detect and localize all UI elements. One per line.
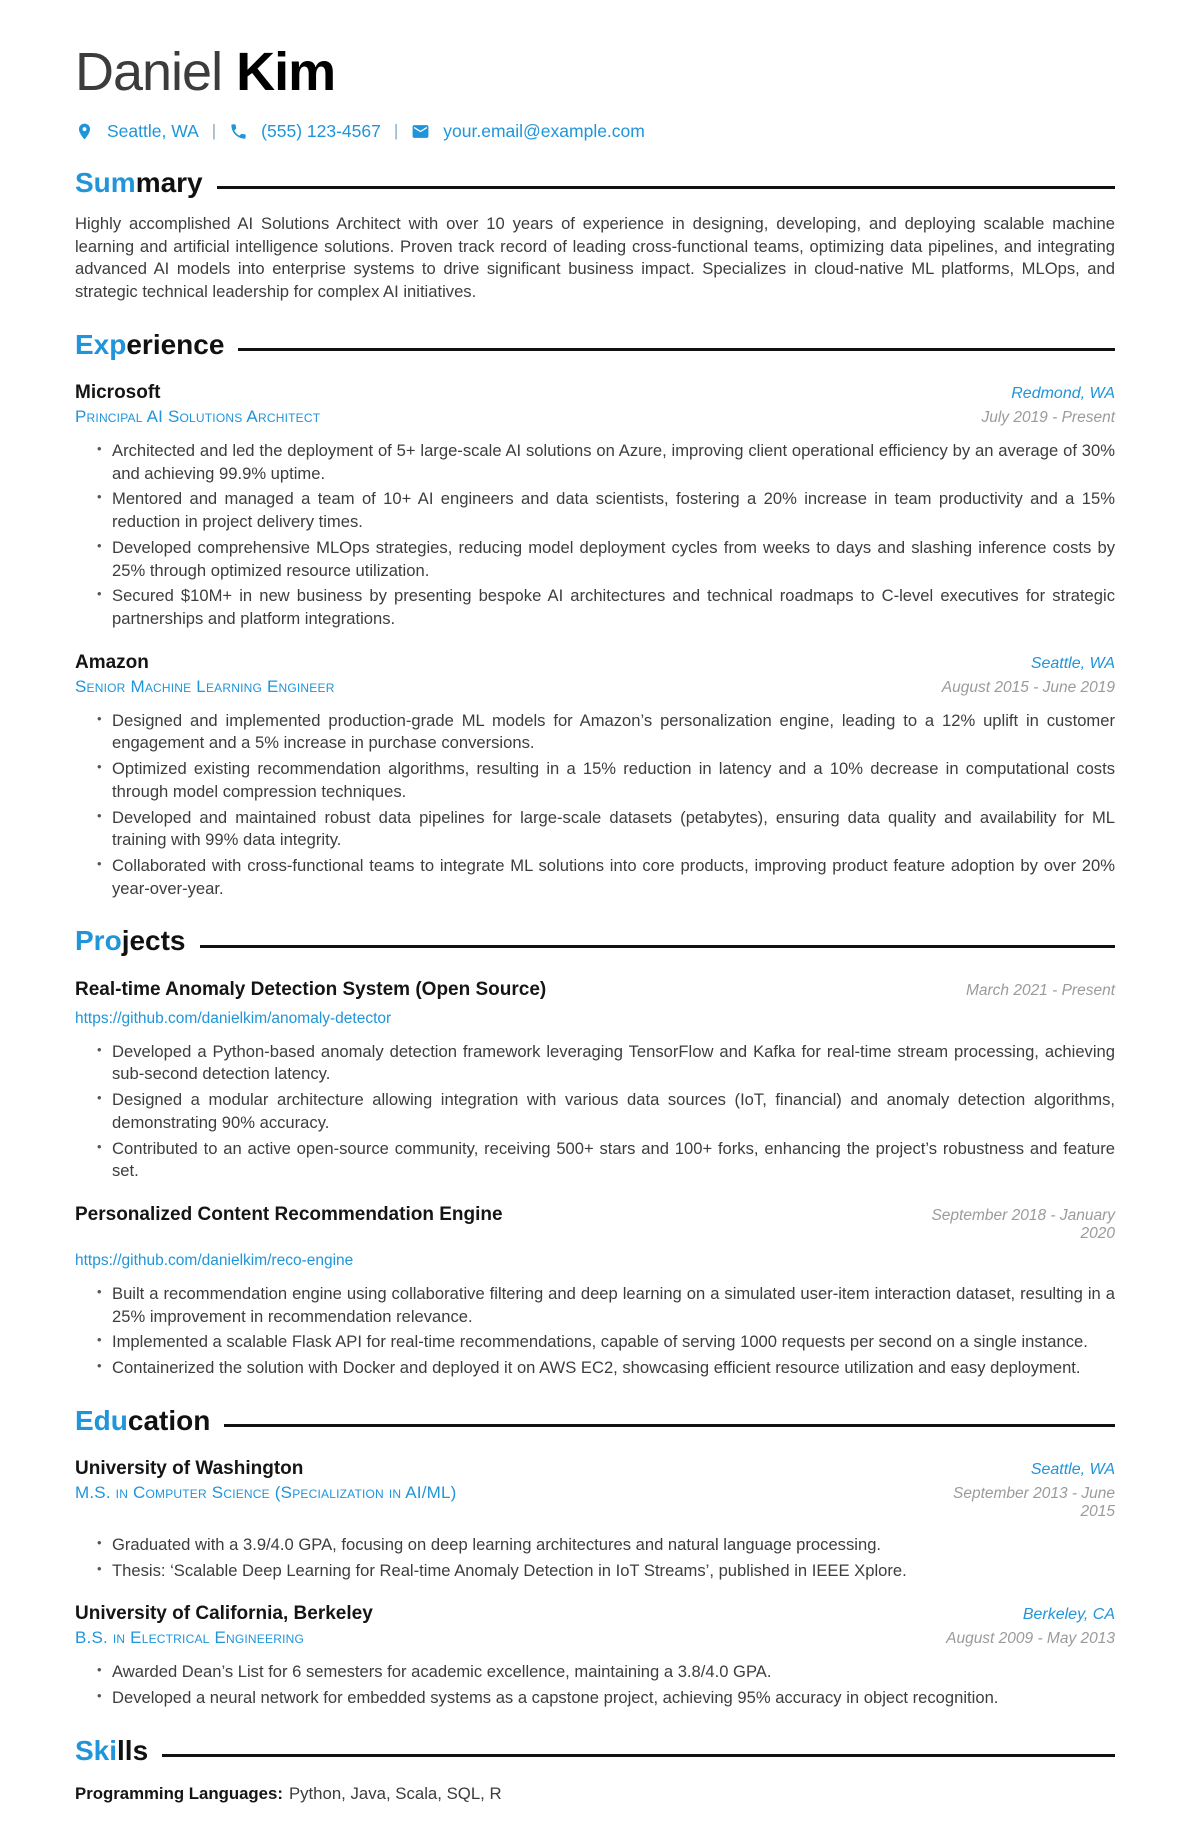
email-icon [411,122,430,141]
heading-accent: Ski [75,1734,118,1766]
heading-accent: Exp [75,328,127,360]
project-url-link[interactable]: https://github.com/danielkim/anomaly-detector [75,1009,392,1027]
contact-separator: | [393,121,399,141]
heading-accent: Pro [75,925,122,957]
bullet-item: • Designed a modular architecture allowing integration with various data sources (IoT, financial) and anomaly detection algorithms, demonstrating 90% accuracy. [112,1089,1115,1134]
contact-separator: | [211,121,217,141]
skill-item [75,1784,1115,1804]
project-dates: March 2021 - Present [965,981,1115,999]
skills-list [75,1784,1115,1804]
job-dates: July 2019 - Present [981,408,1115,426]
education-heading [75,1405,1115,1437]
education-list [75,1458,1115,1710]
experience-entry [75,382,1115,631]
section-experience [75,329,1115,901]
bullet-item: • Graduated with a 3.9/4.0 GPA, focusing on deep learning architectures and natural language processing. [112,1534,1115,1557]
bullet-list [75,1534,1115,1582]
company-location: Redmond, WA [1011,384,1115,402]
bullet-item: • Optimized existing recommendation algorithms, resulting in a 15% reduction in latency and a 10% decrease in computational costs through model compression techniques. [112,758,1115,803]
skills-heading [75,1735,1115,1767]
heading-rule [217,186,1115,189]
job-title: M.S. in Computer Science (Specialization in AI/ML) [75,1483,457,1502]
company-location: Seattle, WA [1030,1461,1115,1478]
contact-email-link[interactable]: your.email@example.com [443,120,645,141]
job-dates: August 2015 - June 2019 [941,678,1115,696]
job-title: Principal AI Solutions Architect [75,406,321,426]
company-name: Amazon [75,651,149,673]
last-name: Kim [236,42,336,102]
bullet-item: • Developed comprehensive MLOps strategies, reducing model deployment cycles from weeks to days and slashing inference costs by 25% through optimized resource utilization. [112,537,1115,582]
heading-rule [200,945,1115,948]
location-pin-icon [75,122,94,141]
bullet-item: • Containerized the solution with Docker and deployed it on AWS EC2, showcasing efficient resource utilization and easy deployment. [112,1357,1115,1380]
company-name: University of California, Berkeley [75,1603,373,1625]
contact-bar [75,121,1115,142]
bullet-list [75,1041,1115,1183]
section-skills [75,1735,1115,1804]
heading-rest: lls [117,1734,149,1766]
company-name: Microsoft [75,381,161,403]
project-dates: September 2018 - January 2020 [931,1206,1115,1242]
skill-label: Programming Languages: [75,1784,283,1804]
company-location: Seattle, WA [1030,654,1115,672]
summary-heading [75,167,1115,199]
first-name: Daniel [75,42,223,102]
heading-rest: mary [135,166,203,198]
section-education [75,1405,1115,1710]
contact-phone: (555) 123-4567 [261,120,381,141]
bullet-item: • Architected and led the deployment of 5+ large-scale AI solutions on Azure, improving client operational efficiency by an average of 30% and achieving 99.9% uptime. [112,440,1115,485]
project-entry [75,1204,1115,1380]
bullet-item: • Developed and maintained robust data pipelines for large-scale datasets (petabytes), ensuring data quality and availability for ML training with 99% data integrity. [112,807,1115,852]
bullet-list [75,1661,1115,1709]
bullet-item: • Built a recommendation engine using collaborative filtering and deep learning on a simulated user-item interaction dataset, resulting in a 25% improvement in recommendation relevance. [112,1283,1115,1328]
projects-list [75,979,1115,1380]
project-entry [75,979,1115,1183]
job-title: B.S. in Electrical Engineering [75,1628,304,1648]
heading-accent: Sum [75,166,136,198]
experience-heading [75,329,1115,361]
bullet-item: • Designed and implemented production-grade ML models for Amazon’s personalization engine, leading to a 12% uplift in customer engagement and a 5% increase in purchase conversions. [112,710,1115,755]
project-url-link[interactable]: https://github.com/danielkim/reco-engine [75,1251,354,1269]
experience-entry [75,652,1115,901]
projects-heading [75,925,1115,957]
section-projects [75,925,1115,1379]
bullet-item: • Secured $10M+ in new business by presenting bespoke AI architectures and technical roadmaps to C-level executives for strategic partnerships and platform integrations. [112,585,1115,630]
bullet-item: • Contributed to an active open-source community, receiving 500+ stars and 100+ forks, enhancing the project’s robustness and feature set. [112,1138,1115,1183]
job-dates: September 2013 - June 2015 [953,1485,1115,1520]
bullet-item: • Thesis: ‘Scalable Deep Learning for Real-time Anomaly Detection in IoT Streams’, published in IEEE Xplore. [112,1560,1115,1583]
bullet-item: • Awarded Dean’s List for 6 semesters for academic excellence, maintaining a 3.8/4.0 GPA. [112,1661,1115,1684]
heading-rule [162,1754,1115,1757]
heading-rest: jects [121,925,186,957]
experience-entry [75,1603,1115,1709]
experience-entry [75,1458,1115,1582]
phone-icon [229,122,248,141]
company-location: Berkeley, CA [1022,1606,1115,1624]
bullet-list [75,710,1115,901]
bullet-item: • Developed a Python-based anomaly detection framework leveraging TensorFlow and Kafka for real-time stream processing, achieving sub-second detection latency. [112,1041,1115,1086]
section-summary [75,167,1115,304]
bullet-item: • Mentored and managed a team of 10+ AI engineers and data scientists, fostering a 20% increase in team productivity and a 15% reduction in project delivery times. [112,488,1115,533]
experience-list [75,382,1115,901]
person-name [75,44,1115,101]
bullet-list [75,1283,1115,1380]
bullet-item: • Implemented a scalable Flask API for real-time recommendations, capable of serving 1000 requests per second on a single instance. [112,1331,1115,1354]
job-title: Senior Machine Learning Engineer [75,676,335,696]
heading-rest: cation [127,1404,211,1436]
project-name: Real-time Anomaly Detection System (Open Source) [75,978,547,1000]
company-name: University of Washington [75,1458,304,1479]
project-name: Personalized Content Recommendation Engine [75,1203,503,1225]
bullet-list [75,440,1115,631]
summary-text: Highly accomplished AI Solutions Architect with over 10 years of experience in designing, developing, and deploying scalable machine learning and artificial intelligence solutions. Proven track record of leading cross-functional teams, optimizing data pipelines, and integrating advanced AI models into enterprise systems to drive significant business impact. Specializes in cloud-native ML platforms, MLOps, and strategic technical leadership for complex AI initiatives. [75,213,1115,302]
bullet-item: • Collaborated with cross-functional teams to integrate ML solutions into core products, improving product feature adoption by over 20% year-over-year. [112,855,1115,900]
contact-location: Seattle, WA [107,120,199,141]
skill-value: Python, Java, Scala, SQL, R [288,1784,502,1804]
heading-rest: erience [126,328,225,360]
job-dates: August 2009 - May 2013 [946,1630,1115,1648]
heading-rule [238,348,1115,351]
bullet-item: • Developed a neural network for embedded systems as a capstone project, achieving 95% accuracy in object recognition. [112,1687,1115,1710]
heading-rule [224,1424,1115,1427]
heading-accent: Edu [75,1404,128,1436]
